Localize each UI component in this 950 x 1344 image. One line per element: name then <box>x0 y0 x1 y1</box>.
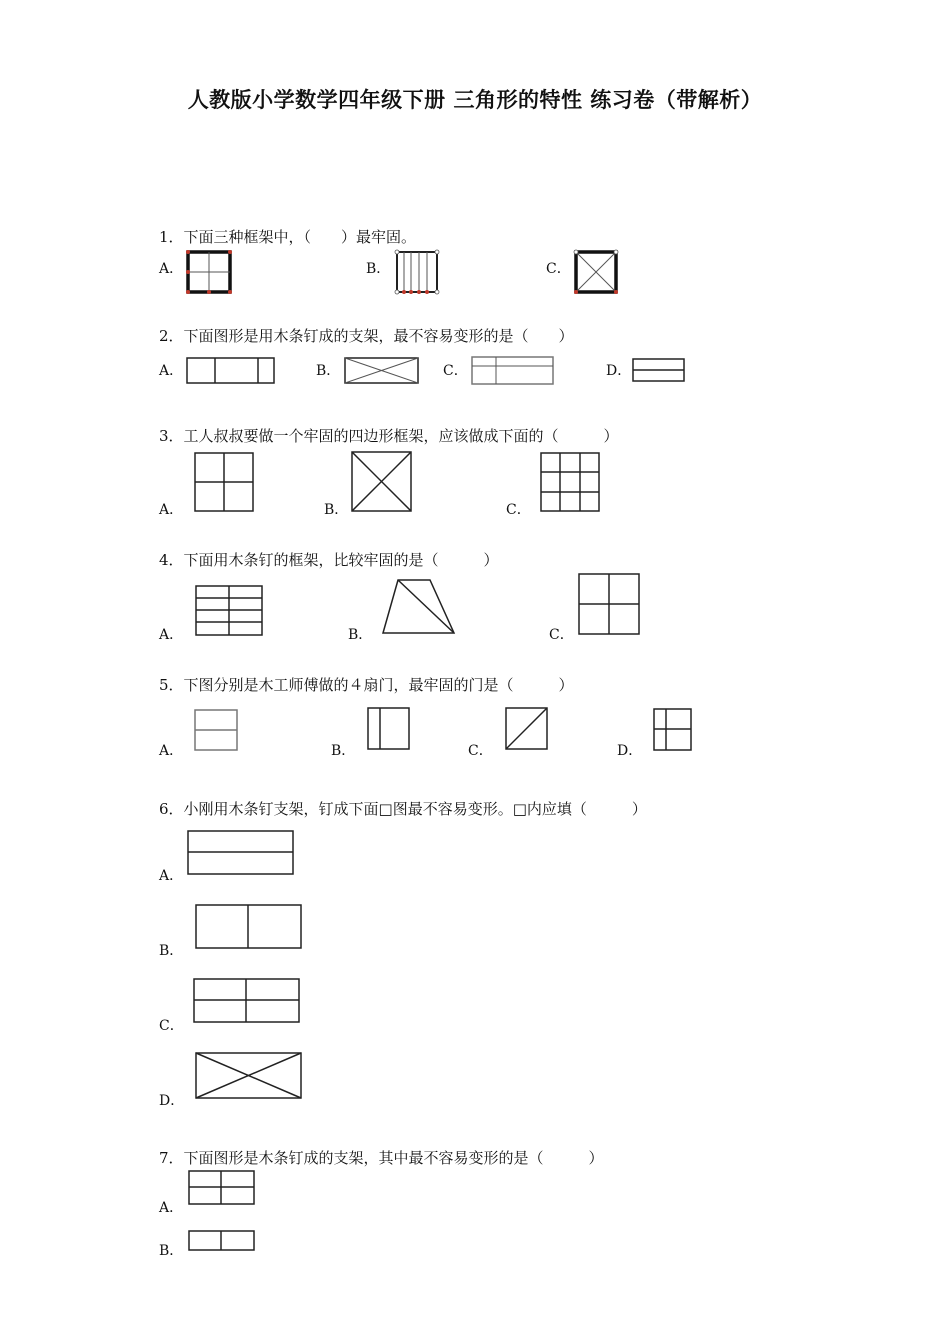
question-number: 1． <box>159 228 184 246</box>
question-6 <box>159 798 647 819</box>
question-number: 5． <box>159 676 184 694</box>
q5-door-d-figure[interactable] <box>652 707 694 753</box>
q6-frame-c-figure[interactable] <box>192 977 302 1025</box>
q6-frame-b-figure[interactable] <box>194 903 304 951</box>
q5-option-a-label[interactable]: A． <box>159 743 184 759</box>
q2-frame-c-figure[interactable] <box>471 356 555 386</box>
q5-door-b-figure[interactable] <box>366 706 412 752</box>
question-text: 下图分别是木工师傅做的４扇门，最牢固的门是（ ） <box>183 676 574 694</box>
q6-option-a-label[interactable]: A． <box>159 868 184 884</box>
question-number: 4． <box>159 551 184 569</box>
q1-option-a-label[interactable]: A． <box>159 261 184 277</box>
q7-frame-a-figure[interactable] <box>187 1169 257 1207</box>
q6-frame-d-figure[interactable] <box>194 1051 304 1101</box>
page-title: 人教版小学数学四年级下册 三角形的特性 练习卷（带解析） <box>187 88 763 112</box>
question-number: 2． <box>159 327 184 345</box>
q7-option-a-label[interactable]: A． <box>159 1200 184 1216</box>
q4-option-a-label[interactable]: A． <box>159 627 184 643</box>
q4-option-c-label[interactable]: C． <box>549 627 574 643</box>
q1-frame-b-figure[interactable] <box>393 248 441 296</box>
q2-option-b-label[interactable]: B． <box>316 363 341 379</box>
q2-option-c-label[interactable]: C． <box>443 363 468 379</box>
q5-door-c-figure[interactable] <box>504 706 550 752</box>
question-number: 6． <box>159 800 184 818</box>
q5-option-b-label[interactable]: B． <box>331 743 356 759</box>
question-1 <box>159 226 416 247</box>
q3-frame-c-figure[interactable] <box>539 451 601 513</box>
q6-option-b-label[interactable]: B． <box>159 943 184 959</box>
q3-option-b-label[interactable]: B． <box>324 502 349 518</box>
q3-option-c-label[interactable]: C． <box>506 502 531 518</box>
q2-frame-b-figure[interactable] <box>344 357 420 385</box>
q4-frame-a-figure[interactable] <box>194 584 264 638</box>
q2-option-d-label[interactable]: D． <box>606 363 632 379</box>
q3-option-a-label[interactable]: A． <box>159 502 184 518</box>
q4-option-b-label[interactable]: B． <box>348 627 373 643</box>
q4-frame-b-figure[interactable] <box>380 577 458 637</box>
q2-frame-d-figure[interactable] <box>632 358 686 384</box>
q7-option-b-label[interactable]: B． <box>159 1243 184 1259</box>
question-text: 小刚用木条钉支架，钉成下面□图最不容易变形。□内应填（ ） <box>183 800 647 818</box>
q1-frame-a-figure[interactable] <box>184 248 234 296</box>
question-text: 下面图形是用木条钉成的支架，最不容易变形的是（ ） <box>183 327 574 345</box>
question-4 <box>159 549 499 570</box>
question-number: 7． <box>159 1149 184 1167</box>
question-7 <box>159 1147 604 1168</box>
question-text: 下面三种框架中，（ ）最牢固。 <box>183 228 417 246</box>
question-text: 下面图形是木条钉成的支架，其中最不容易变形的是（ ） <box>183 1149 604 1167</box>
question-5 <box>159 674 574 695</box>
q5-option-d-label[interactable]: D． <box>617 743 643 759</box>
q6-option-d-label[interactable]: D． <box>159 1093 185 1109</box>
question-text: 下面用木条钉的框架，比较牢固的是（ ） <box>183 551 499 569</box>
q7-frame-b-figure[interactable] <box>187 1229 257 1253</box>
q2-option-a-label[interactable]: A． <box>159 363 184 379</box>
q3-frame-a-figure[interactable] <box>193 451 255 513</box>
q5-door-a-figure[interactable] <box>193 708 239 752</box>
q1-option-c-label[interactable]: C． <box>546 261 571 277</box>
q1-frame-c-figure[interactable] <box>572 248 620 296</box>
question-2 <box>159 325 574 346</box>
question-number: 3． <box>159 427 184 445</box>
question-3 <box>159 425 619 446</box>
q1-option-b-label[interactable]: B． <box>366 261 391 277</box>
q6-frame-a-figure[interactable] <box>186 829 296 877</box>
q3-frame-b-figure[interactable] <box>350 450 414 514</box>
q6-option-c-label[interactable]: C． <box>159 1018 184 1034</box>
q4-frame-c-figure[interactable] <box>577 572 641 636</box>
q5-option-c-label[interactable]: C． <box>468 743 493 759</box>
question-text: 工人叔叔要做一个牢固的四边形框架，应该做成下面的（ ） <box>183 427 619 445</box>
q2-frame-a-figure[interactable] <box>186 357 276 385</box>
